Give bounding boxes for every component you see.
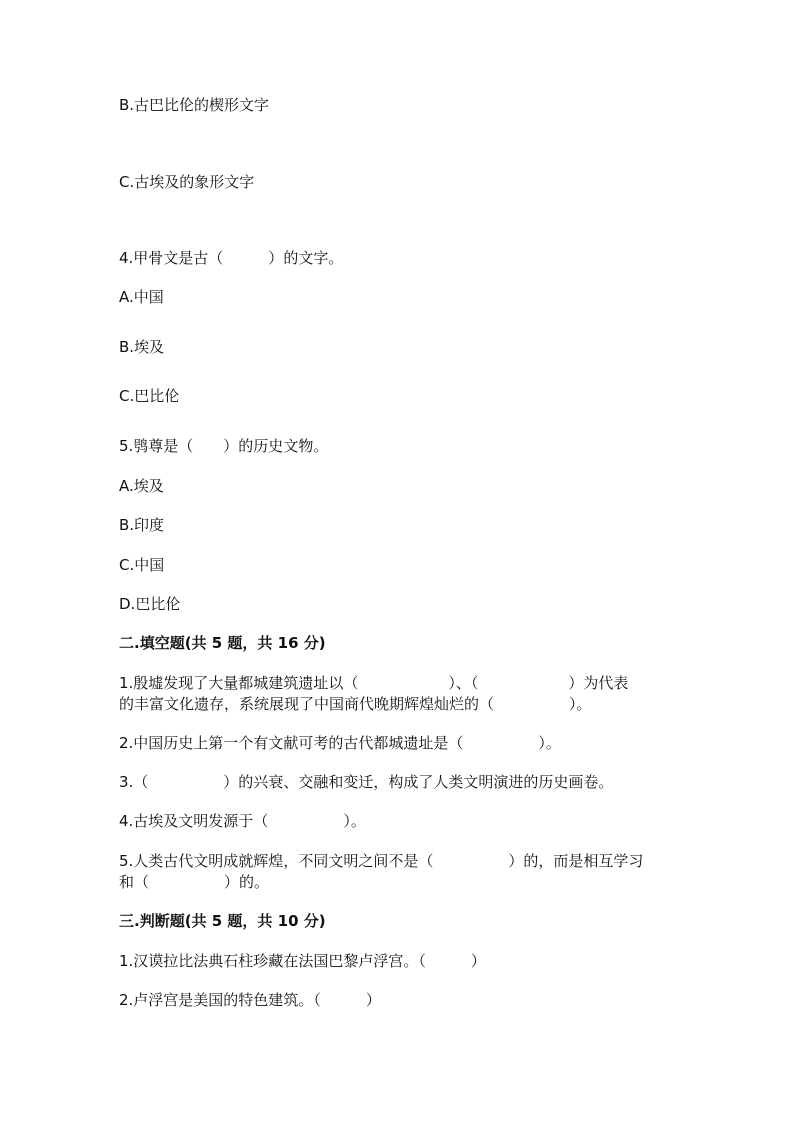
fill-question-line: 4.古埃及文明发源于（ ）。 [119, 812, 366, 830]
option-b: B.印度 [119, 516, 165, 534]
option-d: D.巴比伦 [119, 595, 181, 613]
option-b: B.古巴比伦的楔形文字 [119, 96, 270, 114]
option-a: A.中国 [119, 288, 164, 306]
fill-question-line: 5.人类古代文明成就辉煌，不同文明之间不是（ ）的，而是相互学习 [119, 852, 644, 870]
fill-question-line: 和（ ）的。 [119, 873, 270, 891]
fill-question-line: 3.（ ）的兴衰、交融和变迁，构成了人类文明演进的历史画卷。 [119, 773, 614, 791]
section-heading-fill: 二.填空题(共 5 题，共 16 分) [119, 634, 326, 652]
option-c: C.巴比伦 [119, 387, 180, 405]
fill-question-line: 的丰富文化遗存，系统展现了中国商代晚期辉煌灿烂的（ ）。 [119, 695, 592, 713]
option-c: C.中国 [119, 556, 165, 574]
question-stem: 4.甲骨文是古（ ）的文字。 [119, 249, 344, 267]
option-a: A.埃及 [119, 477, 164, 495]
fill-question-line: 2.中国历史上第一个有文献可考的古代都城遗址是（ ）。 [119, 734, 561, 752]
judge-question: 2.卢浮宫是美国的特色建筑。（ ） [119, 991, 381, 1009]
question-stem: 5.鸮尊是（ ）的历史文物。 [119, 437, 329, 455]
judge-question: 1.汉谟拉比法典石柱珍藏在法国巴黎卢浮宫。（ ） [119, 952, 486, 970]
section-heading-judge: 三.判断题(共 5 题，共 10 分) [119, 912, 326, 930]
option-b: B.埃及 [119, 338, 165, 356]
option-c: C.古埃及的象形文字 [119, 173, 255, 191]
fill-question-line: 1.殷墟发现了大量都城建筑遗址以（ ）、（ ）为代表 [119, 674, 629, 692]
